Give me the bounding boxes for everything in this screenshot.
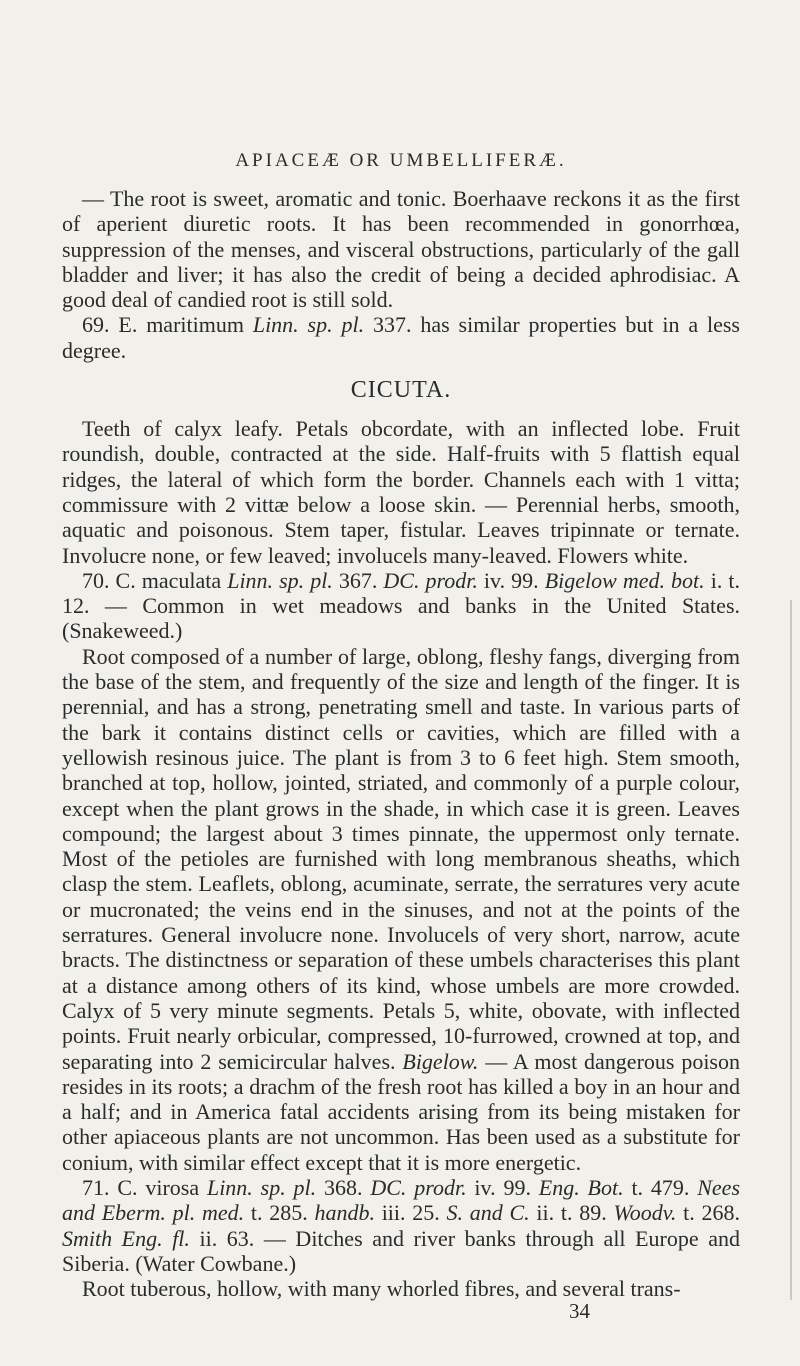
species-69-rest: 337. has similar properties but in a less degree. <box>62 312 740 363</box>
species-70-habitat: i. t. 12. — Common in wet meadows and banks in the United States. (Snakeweed.) <box>62 567 740 644</box>
species-71-ref-dc: DC. prodr. <box>370 1174 467 1200</box>
species-71-ref-engbot: Eng. Bot. <box>538 1174 624 1200</box>
paragraph-root-properties: — The root is sweet, aromatic and tonic. Boerhaave reckons it as the first of aperient diuretic roots. It has been recommended in gonorrhœa, suppression of the menses, and visceral obstructions, particularly of the gall bladder and liver; it has also the credit of being a decided aphrodisiac. A good deal of candied root is still sold. <box>62 186 740 313</box>
page-edge-shadow <box>790 600 792 1300</box>
species-71-ref-sc: S. and C. <box>446 1200 530 1226</box>
species-70-description-tail: — A most dangerous poison resides in its roots; a drachm of the fresh root has killed a boy in an hour and a half; and in America fatal accidents arising from its being mistaken for other apiaceous plants are not uncommon. Has been used as a substitute for conium, with similar effect except that it is more energetic. <box>62 1048 740 1175</box>
section-title-cicuta: CICUTA. <box>350 377 452 404</box>
species-70-entry <box>62 568 740 644</box>
species-69-lead: 69. E. maritimum <box>82 312 253 338</box>
species-69-authority: Linn. sp. pl. <box>252 312 365 338</box>
page-folio: 34 <box>569 1299 590 1324</box>
cicuta-genus-description: Teeth of calyx leafy. Petals obcordate, with an inflected lobe. Fruit roundish, double, contracted at the side. Half-fruits with 5 flattish equal ridges, the lateral of which form the border. Channels each with 1 vitta; commissure with 2 vittæ below a loose skin. — Perennial herbs, smooth, aquatic and poisonous. Stem taper, fistular. Leaves tripinnate or ternate. Involucre none, or few leaved; involucels many-leaved. Flowers white. <box>62 416 740 568</box>
species-71-ref-num: 368. <box>316 1174 371 1200</box>
species-71-ref-woodv: Woodv. <box>613 1200 677 1226</box>
species-70-ref-bigelow: Bigelow med. bot. <box>544 567 705 593</box>
species-70-ref-dc-num: iv. 99. <box>477 567 545 593</box>
species-71-ref-linn: Linn. sp. pl. <box>206 1174 317 1200</box>
species-70-lead: 70. C. maculata <box>82 567 228 593</box>
species-71-entry <box>62 1175 740 1276</box>
species-70-ref-linn: Linn. sp. pl. <box>227 567 333 593</box>
running-head: APIACEÆ OR UMBELLIFERÆ. <box>235 150 567 171</box>
species-71-ref-sc-num: ii. t. 89. <box>529 1200 614 1226</box>
species-70-ref-num: 367. <box>332 567 384 593</box>
species-71-description: Root tuberous, hollow, with many whorled fibres, and several trans- <box>82 1276 681 1302</box>
species-70-description-authority: Bigelow. <box>402 1048 479 1074</box>
species-71-habitat: ii. 63. — Ditches and river banks through all Europe and Siberia. (Water Cowbane.) <box>62 1225 740 1276</box>
species-70-description-body: Root composed of a number of large, oblong, fleshy fangs, diverging from the base of the stem, and frequently of the size and length of the finger. It is perennial, and has a strong, penetrating smell and taste. In various parts of the bark it contains distinct cells or cavities, which are filled with a yellowish resinous juice. The plant is from 3 to 6 feet high. Stem smooth, branched at top, hollow, jointed, striated, and commonly of a purple colour, except when the plant grows in the shade, in which case it is green. Leaves compound; the largest about 3 times pinnate, the uppermost only ternate. Most of the petioles are furnished with long membranous sheaths, which clasp the stem. Leaflets, oblong, acuminate, serrate, the serratures very acute or mucronated; the veins end in the sinuses, and not at the points of the serratures. General involucre none. Involucels of very short, narrow, acute bracts. The distinctness or separation of these umbels characterises this plant at a distance among others of its kind, whose umbels are more crowded. Calyx of 5 very minute segments. Petals 5, white, obovate, with inflected points. Fruit nearly orbicular, compressed, 10-furrowed, crowned at top, and separating into 2 semicircular halves. <box>62 643 740 1074</box>
species-71-ref-dc-num: iv. 99. <box>466 1174 539 1200</box>
species-71-ref-nees-num: t. 285. <box>244 1200 315 1226</box>
species-70-description <box>62 644 740 1175</box>
species-71-ref-handb: handb. <box>314 1200 375 1226</box>
species-71-ref-nees: Nees and Eberm. pl. med. <box>62 1174 740 1226</box>
species-70-ref-dc: DC. prodr. <box>383 567 478 593</box>
species-71-ref-handb-num: iii. 25. <box>374 1200 447 1226</box>
species-71-ref-woodv-num: t. 268. <box>676 1200 740 1226</box>
species-71-ref-smith: Smith Eng. fl. <box>62 1225 190 1251</box>
page <box>62 150 740 1324</box>
species-69-entry <box>62 312 740 363</box>
species-71-lead: 71. C. virosa <box>82 1174 207 1200</box>
species-71-ref-engbot-num: t. 479. <box>623 1174 698 1200</box>
